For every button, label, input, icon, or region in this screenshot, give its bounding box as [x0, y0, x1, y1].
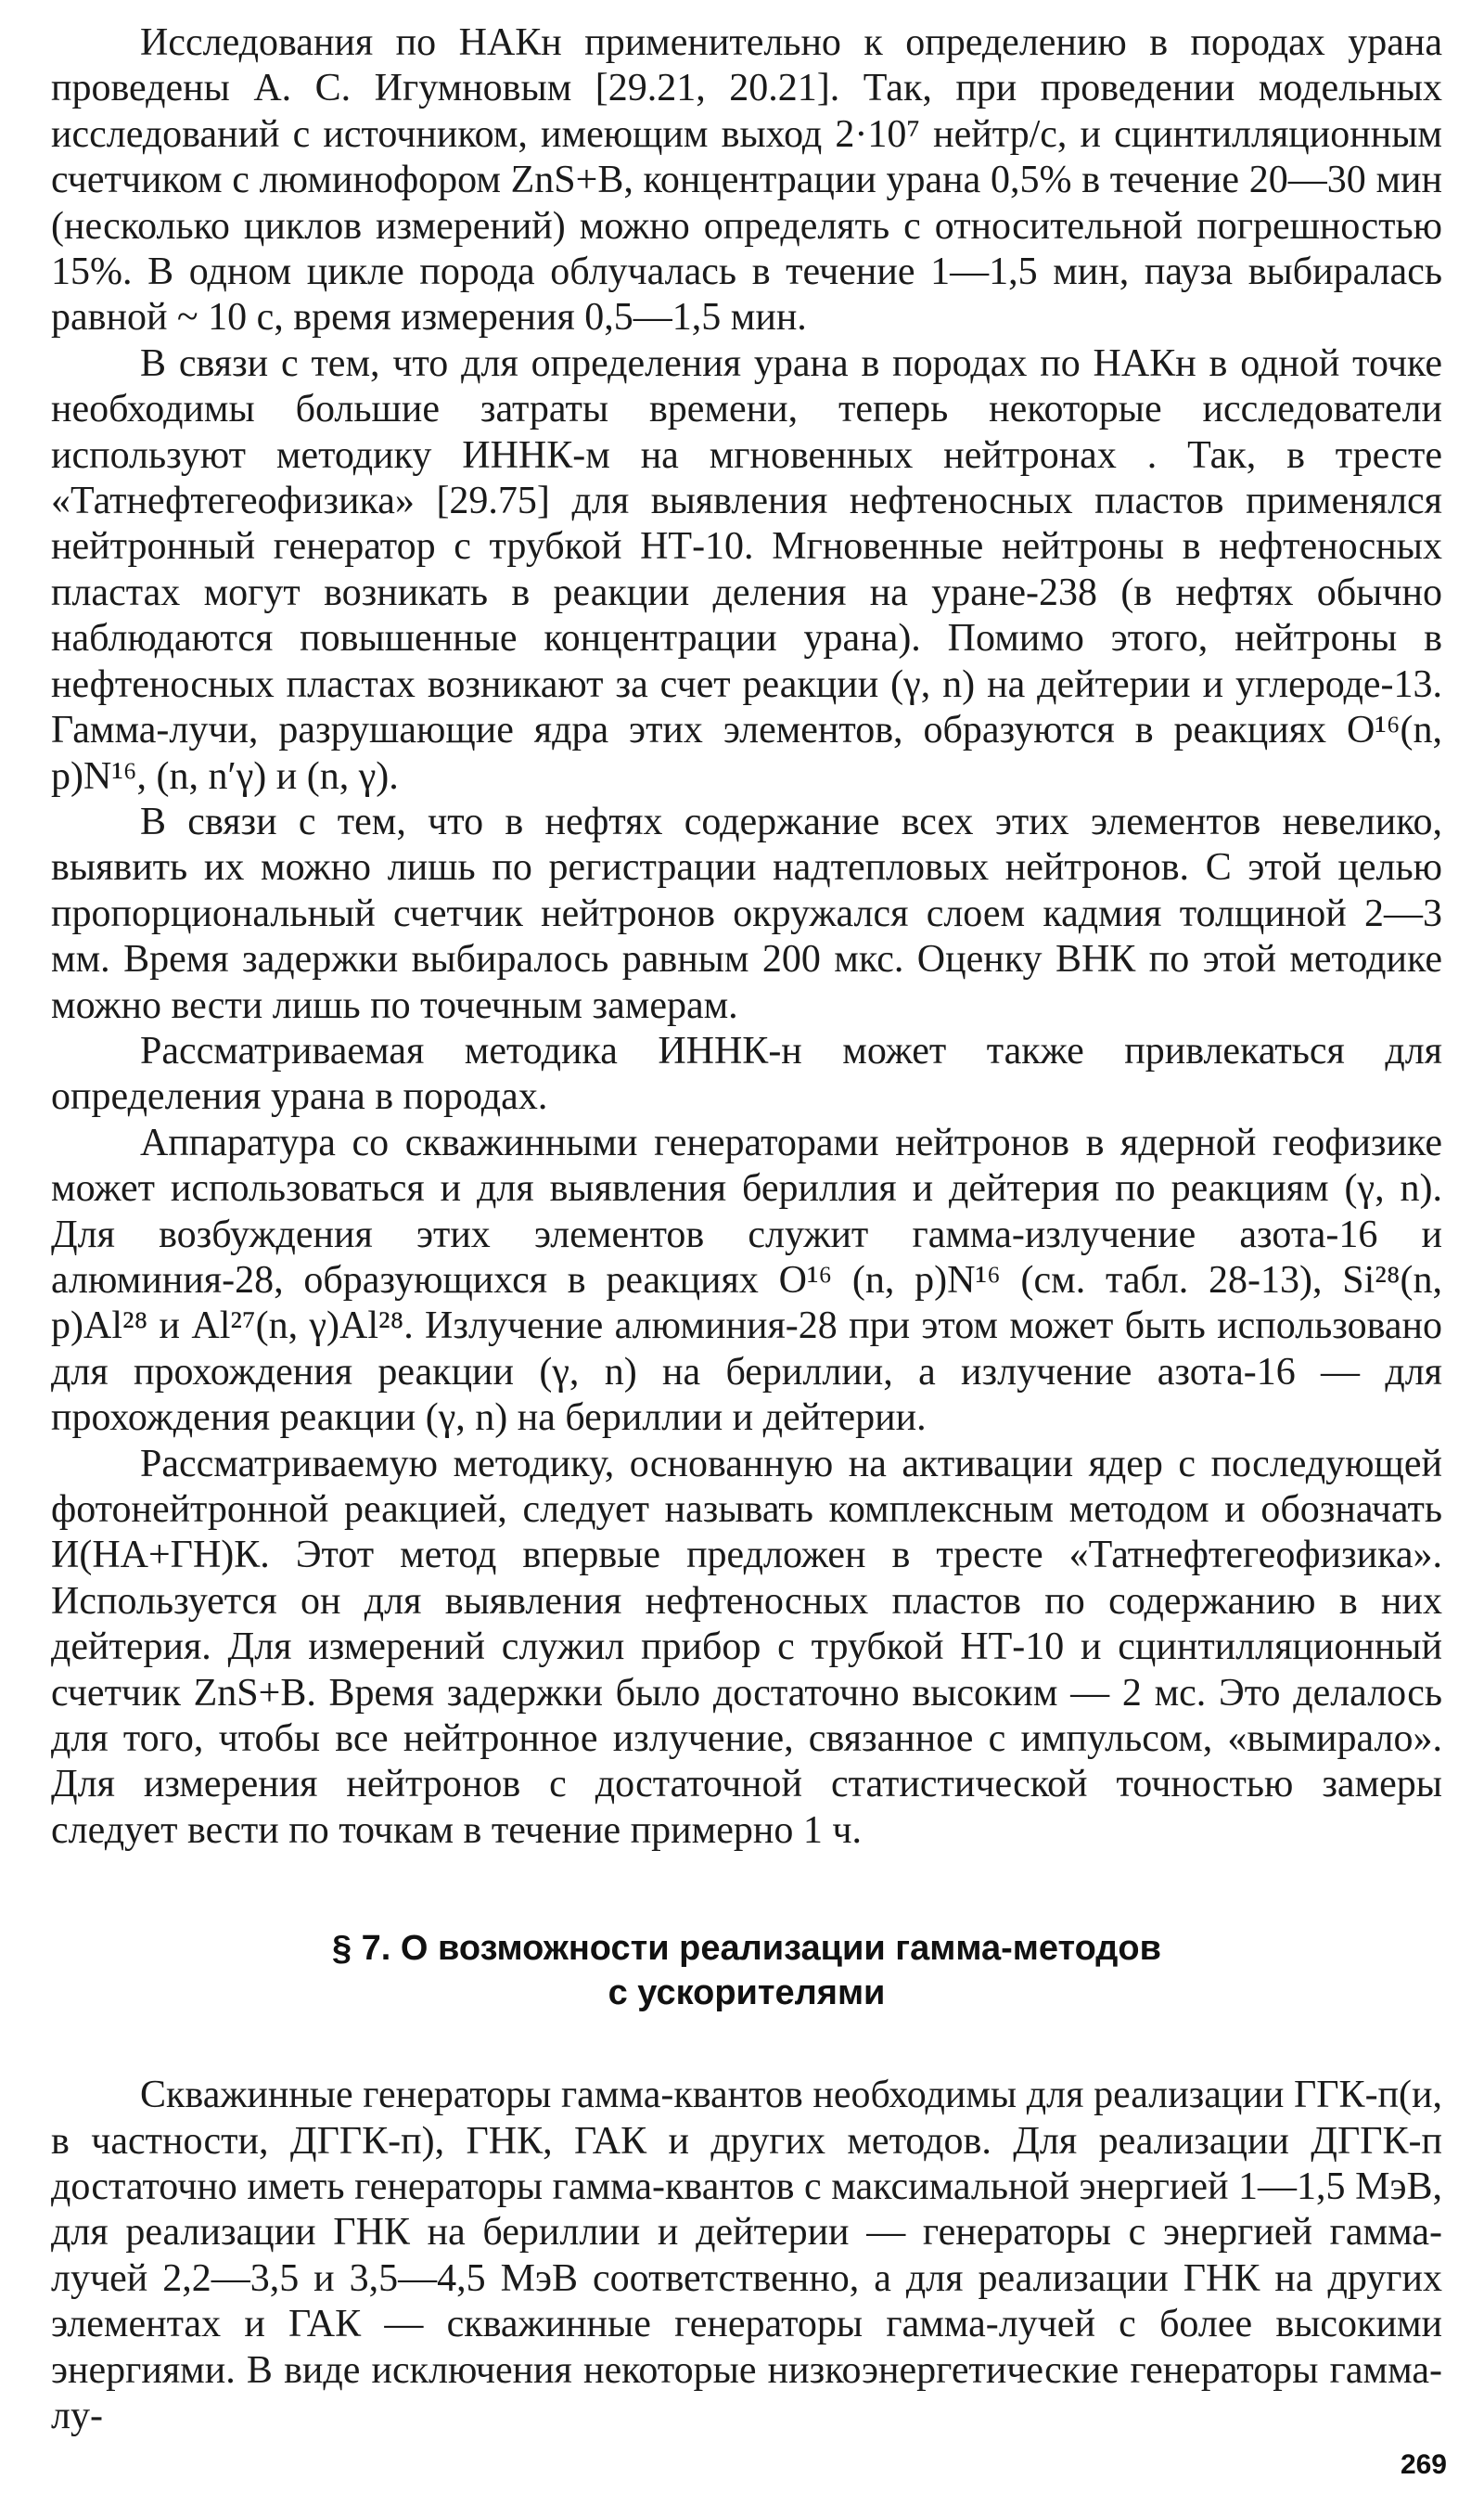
section-heading-line-2: с ускорителями: [608, 1973, 886, 2013]
paragraph-2: В связи с тем, что для определения урана в породах по НАКн в одной точке необходимы большие затраты времени, теперь некоторые исследователи используют методику ИННК-м на мгновенных нейтронах . Так, в тресте «Татнефтегеофизика» [29.75] для выявления нефтеносных пластов применялся нейтронный генератор с трубкой НТ-10. Мгновенные нейтроны в нефтеносных пластах могут возникать в реакции деления на уране-238 (в нефтях обычно наблюдаются повышенные концентрации урана). Помимо этого, нейтроны в нефтеносных пластах возникают за счет реакции (γ, n) на дейтерии и углероде-13. Гамма-лучи, разрушающие ядра этих элементов, образуются в реакциях O¹⁶(n, p)N¹⁶, (n, n′γ) и (n, γ).: [51, 341, 1442, 798]
paragraph-3: В связи с тем, что в нефтях содержание всех этих элементов невелико, выявить их можно лишь по регистрации надтепловых нейтронов. С этой целью пропорциональный счетчик нейтронов окружался слоем кадмия толщиной 2—3 мм. Время задержки выбиралось равным 200 мкс. Оценку ВНК по этой методике можно вести лишь по точечным замерам.: [51, 800, 1442, 1027]
page-body: [51, 20, 1442, 2440]
paragraph-4: Рассматриваемая методика ИННК-н может также привлекаться для определения урана в породах.: [51, 1029, 1442, 1119]
section-heading: [51, 1926, 1442, 2015]
paragraph-6: Рассматриваемую методику, основанную на активации ядер с последующей фотонейтронной реакцией, следует называть комплексным методом и обозначать И(НА+ГН)К. Этот метод впервые предложен в тресте «Татнефтегеофизика». Используется он для выявления нефтеносных пластов по содержанию в них дейтерия. Для измерений служил прибор с трубкой НТ-10 и сцинтилляционный счетчик ZnS+B. Время задержки было достаточно высоким — 2 мс. Это делалось для того, чтобы все нейтронное излучение, связанное с импульсом, «вымирало». Для измерения нейтронов с достаточной статистической точностью замеры следует вести по точкам в течение примерно 1 ч.: [51, 1442, 1442, 1852]
section-heading-line-1: § 7. О возможности реализации гамма-методов: [331, 1929, 1162, 1969]
page-number: 269: [1400, 2449, 1447, 2480]
paragraph-7: Скважинные генераторы гамма-квантов необходимы для реализации ГГК-п(и, в частности, ДГГК-п), ГНК, ГАК и других методов. Для реализации ДГГК-п достаточно иметь генераторы гамма-квантов с максимальной энергией 1—1,5 МэВ, для реализации ГНК на бериллии и дейтерии — генераторы с энергией гамма-лучей 2,2—3,5 и 3,5—4,5 МэВ соответственно, а для реализации ГНК на других элементах и ГАК — скважинные генераторы гамма-лучей с более высокими энергиями. В виде исключения некоторые низкоэнергетические генераторы гамма-лу-: [51, 2074, 1442, 2438]
paragraph-1: Исследования по НАКн применительно к определению в породах урана проведены А. С. Игумновым [29.21, 20.21]. Так, при проведении модельных исследований с источником, имеющим выход 2·10⁷ нейтр/с, и сцинтилляционным счетчиком с люминофором ZnS+B, концентрации урана 0,5% в течение 20—30 мин (несколько циклов измерений) можно определять с относительной погрешностью 15%. В одном цикле порода облучалась в течение 1—1,5 мин, пауза выбиралась равной ~ 10 с, время измерения 0,5—1,5 мин.: [51, 21, 1442, 340]
paragraph-5: Аппаратура со скважинными генераторами нейтронов в ядерной геофизике может использоваться и для выявления бериллия и дейтерия по реакциям (γ, n). Для возбуждения этих элементов служит гамма-излучение азота-16 и алюминия-28, образующихся в реакциях O¹⁶ (n, p)N¹⁶ (см. табл. 28-13), Si²⁸(n, p)Al²⁸ и Al²⁷(n, γ)Al²⁸. Излучение алюминия-28 при этом может быть использовано для прохождения реакции (γ, n) на бериллии, а излучение азота-16 — для прохождения реакции (γ, n) на бериллии и дейтерии.: [51, 1121, 1442, 1440]
